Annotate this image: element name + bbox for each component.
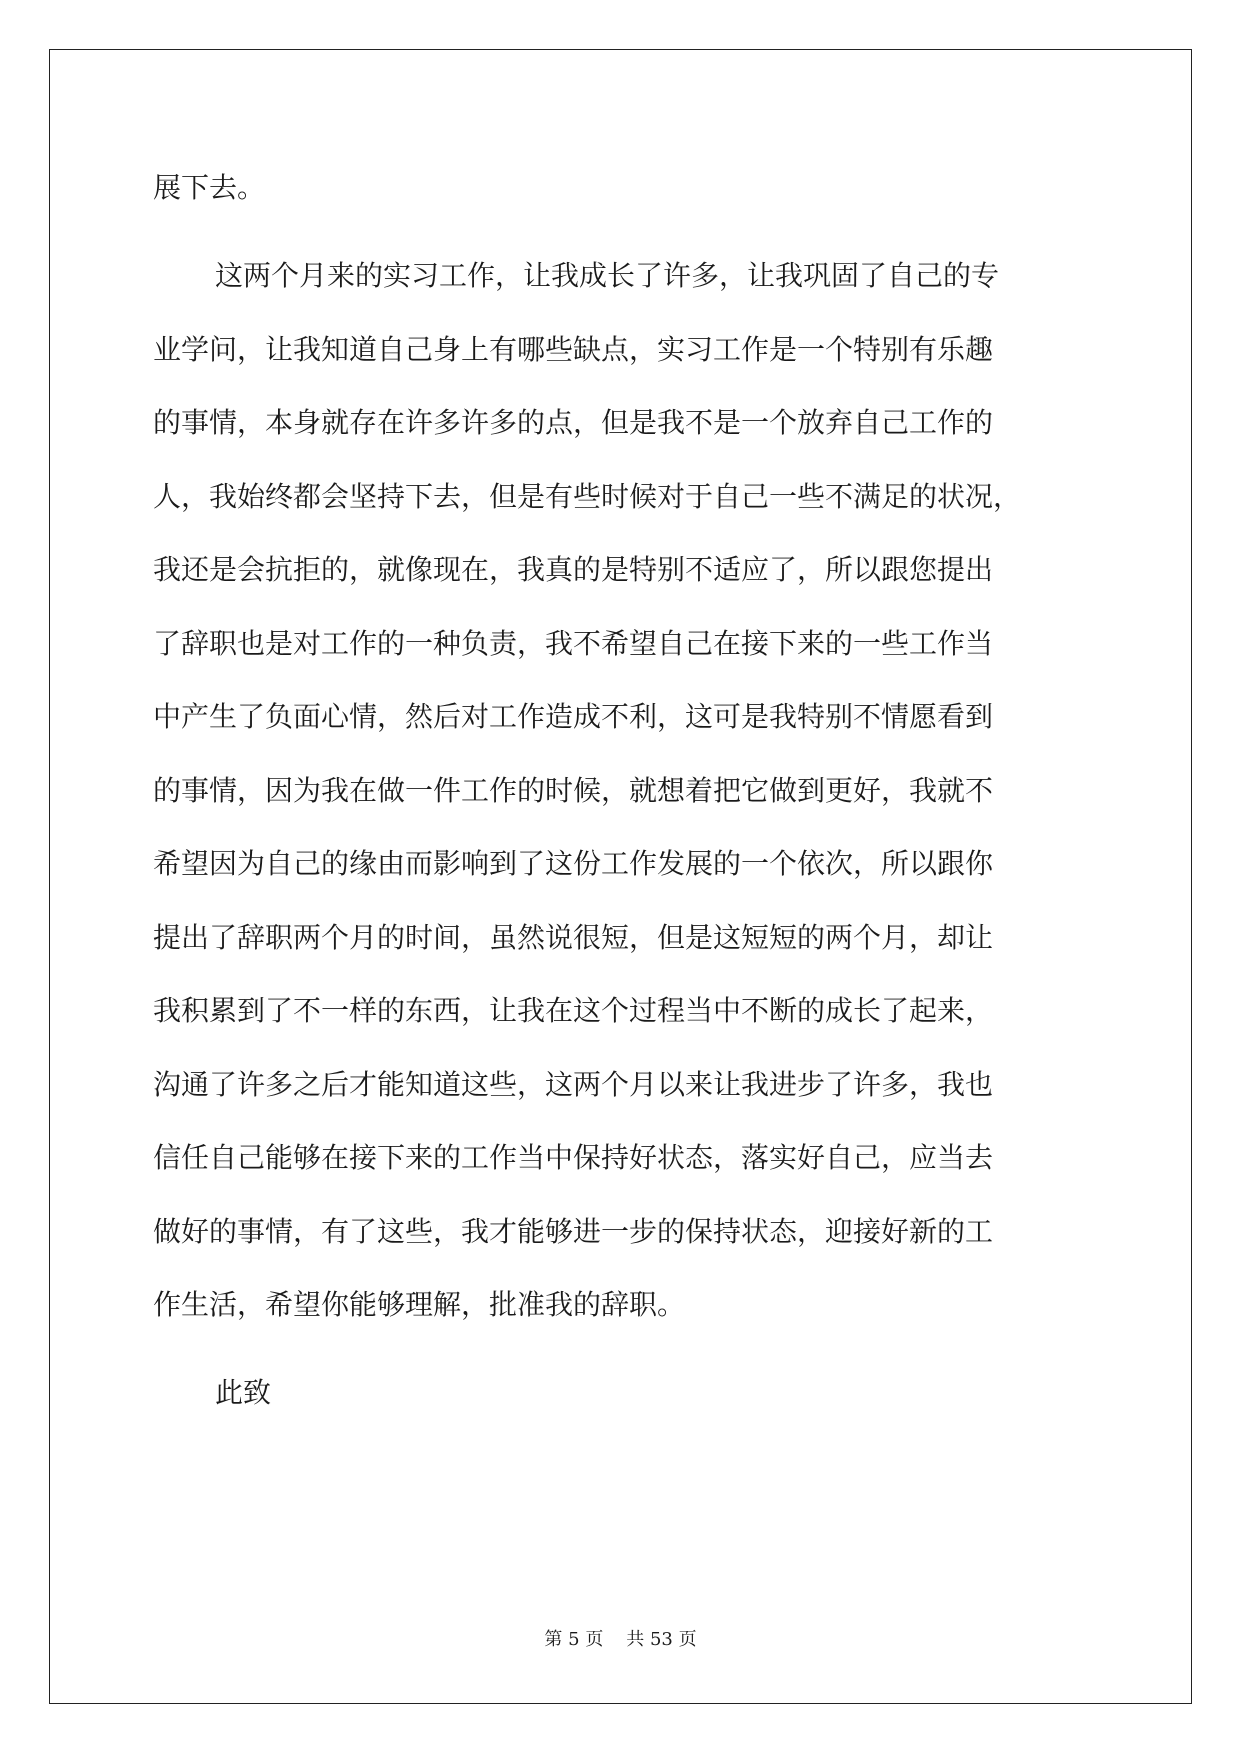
text-line-10: 希望因为自己的缘由而影响到了这份工作发展的一个依次，所以跟你	[153, 847, 994, 880]
text-line-4: 的事情，本身就存在许多许多的点，但是我不是一个放弃自己工作的	[153, 406, 994, 439]
text-line-2: 这两个月来的实习工作，让我成长了许多，让我巩固了自己的专	[215, 259, 1000, 292]
closing-salutation: 此致	[215, 1376, 272, 1409]
text-line-1: 展下去。	[153, 171, 266, 204]
text-line-11: 提出了辞职两个月的时间，虽然说很短，但是这短短的两个月，却让	[153, 921, 994, 954]
page-number: 第 5 页	[544, 1629, 604, 1650]
text-line-5: 人，我始终都会坚持下去，但是有些时候对于自己一些不满足的状况，	[153, 480, 1022, 513]
text-line-6: 我还是会抗拒的，就像现在，我真的是特别不适应了，所以跟您提出	[153, 553, 994, 586]
text-line-15: 做好的事情，有了这些，我才能够进一步的保持状态，迎接好新的工	[153, 1215, 994, 1248]
text-line-16: 作生活，希望你能够理解，批准我的辞职。	[153, 1288, 686, 1321]
text-line-12: 我积累到了不一样的东西，让我在这个过程当中不断的成长了起来，	[153, 994, 994, 1027]
page-footer	[0, 1628, 1241, 1652]
text-line-7: 了辞职也是对工作的一种负责，我不希望自己在接下来的一些工作当	[153, 627, 994, 660]
text-line-8: 中产生了负面心情，然后对工作造成不利，这可是我特别不情愿看到	[153, 700, 994, 733]
text-line-3: 业学问，让我知道自己身上有哪些缺点，实习工作是一个特别有乐趣	[153, 333, 994, 366]
text-line-14: 信任自己能够在接下来的工作当中保持好状态，落实好自己，应当去	[153, 1141, 994, 1174]
text-line-13: 沟通了许多之后才能知道这些，这两个月以来让我进步了许多，我也	[153, 1068, 994, 1101]
text-line-9: 的事情，因为我在做一件工作的时候，就想着把它做到更好，我就不	[153, 774, 994, 807]
page-total: 共 53 页	[626, 1629, 697, 1650]
